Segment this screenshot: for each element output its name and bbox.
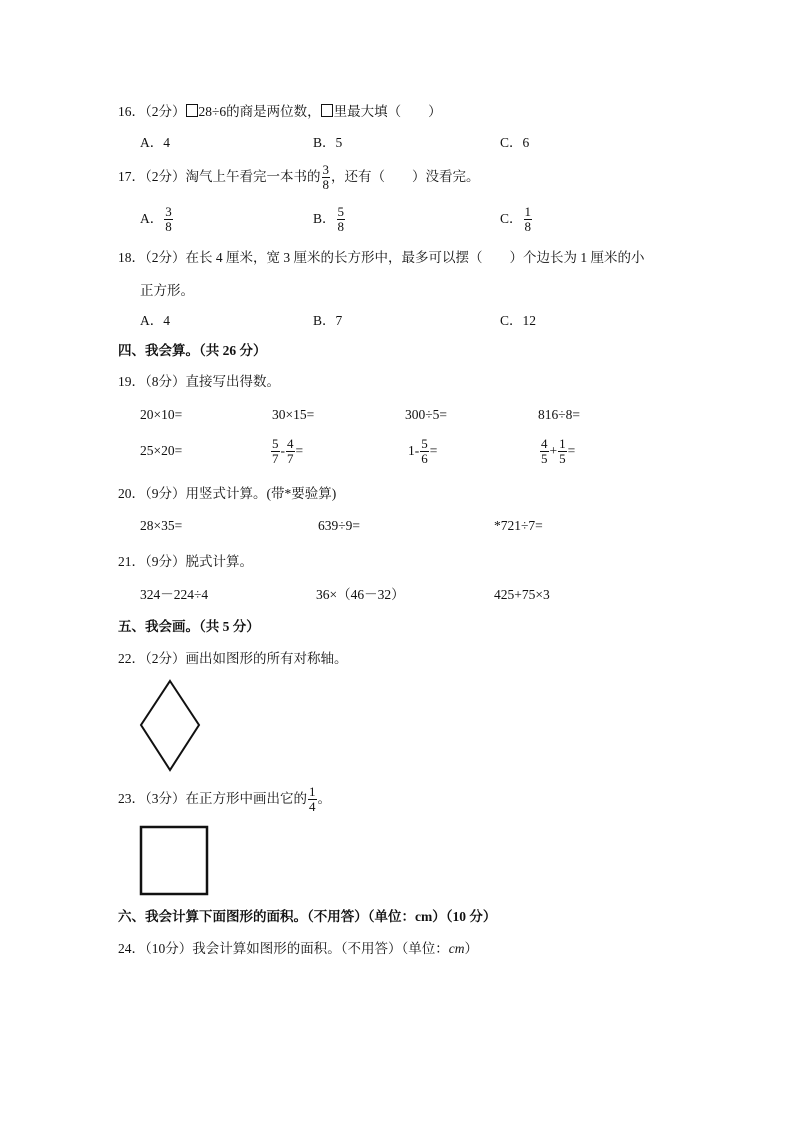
rhombus-shape bbox=[136, 678, 204, 774]
fraction-numerator: 4 bbox=[287, 436, 294, 452]
square-outline bbox=[141, 827, 207, 894]
q17-fraction bbox=[322, 163, 331, 192]
fraction-numerator: 1 bbox=[309, 784, 316, 800]
q20-heading: 20．（9分）用竖式计算。(带*要验算) bbox=[118, 486, 337, 501]
fraction-denominator: 7 bbox=[287, 451, 294, 467]
fraction-denominator: 8 bbox=[322, 177, 329, 193]
q19-heading: 19．（8分）直接写出得数。 bbox=[118, 374, 280, 389]
q17-score: （2分） bbox=[145, 169, 186, 184]
fraction-denominator: 6 bbox=[421, 451, 428, 467]
q24-heading bbox=[118, 940, 478, 958]
q18-option-c: C．12 bbox=[500, 313, 537, 328]
q16-option-b: B．5 bbox=[313, 135, 343, 150]
q17-option-b bbox=[313, 204, 346, 234]
square-shape bbox=[138, 824, 212, 898]
option-fraction bbox=[524, 205, 533, 234]
fraction-numerator: 3 bbox=[165, 204, 172, 220]
q17-number: 17． bbox=[118, 169, 145, 184]
q23-tail: 。 bbox=[317, 791, 331, 806]
fraction-numerator: 5 bbox=[421, 436, 428, 452]
fraction bbox=[420, 437, 429, 466]
option-label: A． bbox=[140, 211, 164, 226]
q19-fraction-item bbox=[539, 436, 575, 466]
fraction-numerator: 5 bbox=[337, 204, 345, 220]
q20-item: 639÷9= bbox=[318, 518, 361, 533]
fraction-denominator: 7 bbox=[272, 451, 279, 467]
q19-item: 30×15= bbox=[272, 407, 315, 422]
operand: 1- bbox=[408, 443, 420, 458]
equals-sign: = bbox=[567, 443, 576, 458]
blank-box-icon bbox=[321, 104, 333, 117]
fraction-denominator: 5 bbox=[541, 451, 548, 467]
q17-question bbox=[118, 162, 480, 192]
q16-number: 16． bbox=[118, 104, 145, 119]
q16-text-2: 里最大填（ ） bbox=[333, 104, 442, 119]
q18-text-continued: 正方形。 bbox=[140, 283, 194, 298]
fraction bbox=[558, 437, 567, 466]
q23-fraction bbox=[308, 785, 317, 814]
fraction-denominator: 8 bbox=[524, 219, 532, 235]
q18-option-b: B．7 bbox=[313, 313, 343, 328]
q24-text: 24．（10分）我会计算如图形的面积。（不用答）（单位： bbox=[118, 941, 449, 956]
fraction-numerator: 3 bbox=[322, 162, 329, 178]
fraction-numerator: 1 bbox=[559, 436, 566, 452]
q17-option-c bbox=[500, 204, 533, 234]
fraction bbox=[540, 437, 549, 466]
fraction-denominator: 5 bbox=[559, 451, 566, 467]
q23-text: 23．（3分）在正方形中画出它的 bbox=[118, 791, 307, 806]
q17-text: 淘气上午看完一本书的 bbox=[185, 169, 321, 184]
q20-item: 28×35= bbox=[140, 518, 183, 533]
fraction-denominator: 8 bbox=[165, 219, 172, 235]
option-fraction bbox=[164, 205, 173, 234]
q18-number: 18． bbox=[118, 250, 145, 265]
fraction bbox=[286, 437, 295, 466]
operator: - bbox=[280, 443, 285, 458]
option-label: C． bbox=[500, 211, 523, 226]
operator: + bbox=[549, 443, 558, 458]
q24-unit: cm bbox=[448, 941, 465, 956]
q17-option-a bbox=[140, 204, 174, 234]
q21-heading: 21．（9分）脱式计算。 bbox=[118, 554, 253, 569]
fraction-numerator: 5 bbox=[272, 436, 279, 452]
q19-fraction-item bbox=[408, 436, 437, 466]
q19-item: 300÷5= bbox=[405, 407, 448, 422]
q18-score: （2分） bbox=[145, 250, 186, 265]
section-5-heading: 五、我会画。（共 5 分） bbox=[118, 619, 260, 634]
fraction-numerator: 1 bbox=[524, 204, 532, 220]
q18-text: 在长 4 厘米，宽 3 厘米的长方形中，最多可以摆（ ）个边长为 1 厘米的小 bbox=[185, 250, 645, 265]
q18-option-a: A．4 bbox=[140, 313, 170, 328]
q22-heading: 22．（2分）画出如图形的所有对称轴。 bbox=[118, 651, 348, 666]
fraction bbox=[271, 437, 280, 466]
equals-sign: = bbox=[295, 443, 304, 458]
q20-item: *721÷7= bbox=[494, 518, 543, 533]
fraction-numerator: 4 bbox=[541, 436, 548, 452]
q16-text: 28÷6的商是两位数， bbox=[198, 104, 321, 119]
q21-item: 36×（46－32） bbox=[316, 587, 405, 602]
fraction-denominator: 4 bbox=[309, 799, 316, 815]
option-label: B． bbox=[313, 211, 336, 226]
q16-score: （2分） bbox=[145, 104, 186, 119]
option-fraction bbox=[337, 205, 346, 234]
q19-item: 816÷8= bbox=[538, 407, 581, 422]
q17-text-2: ，还有（ ）没看完。 bbox=[331, 169, 480, 184]
q23-heading bbox=[118, 783, 331, 815]
equals-sign: = bbox=[429, 443, 438, 458]
blank-box-icon bbox=[186, 104, 198, 117]
q19-item: 20×10= bbox=[140, 407, 183, 422]
q18-question bbox=[118, 249, 645, 267]
q19-fraction-item bbox=[270, 436, 303, 466]
q16-option-c: C．6 bbox=[500, 135, 530, 150]
q16-question bbox=[118, 103, 442, 121]
q16-option-a: A．4 bbox=[140, 135, 170, 150]
fraction-denominator: 8 bbox=[337, 219, 345, 235]
q24-tail: ） bbox=[464, 941, 478, 956]
q21-item: 324－224÷4 bbox=[140, 587, 209, 602]
section-6-heading: 六、我会计算下面图形的面积。（不用答）（单位：cm）（10 分） bbox=[118, 909, 497, 924]
section-4-heading: 四、我会算。（共 26 分） bbox=[118, 343, 267, 358]
q21-item: 425+75×3 bbox=[494, 587, 550, 602]
rhombus-outline bbox=[141, 681, 199, 770]
q19-item: 25×20= bbox=[140, 443, 183, 458]
